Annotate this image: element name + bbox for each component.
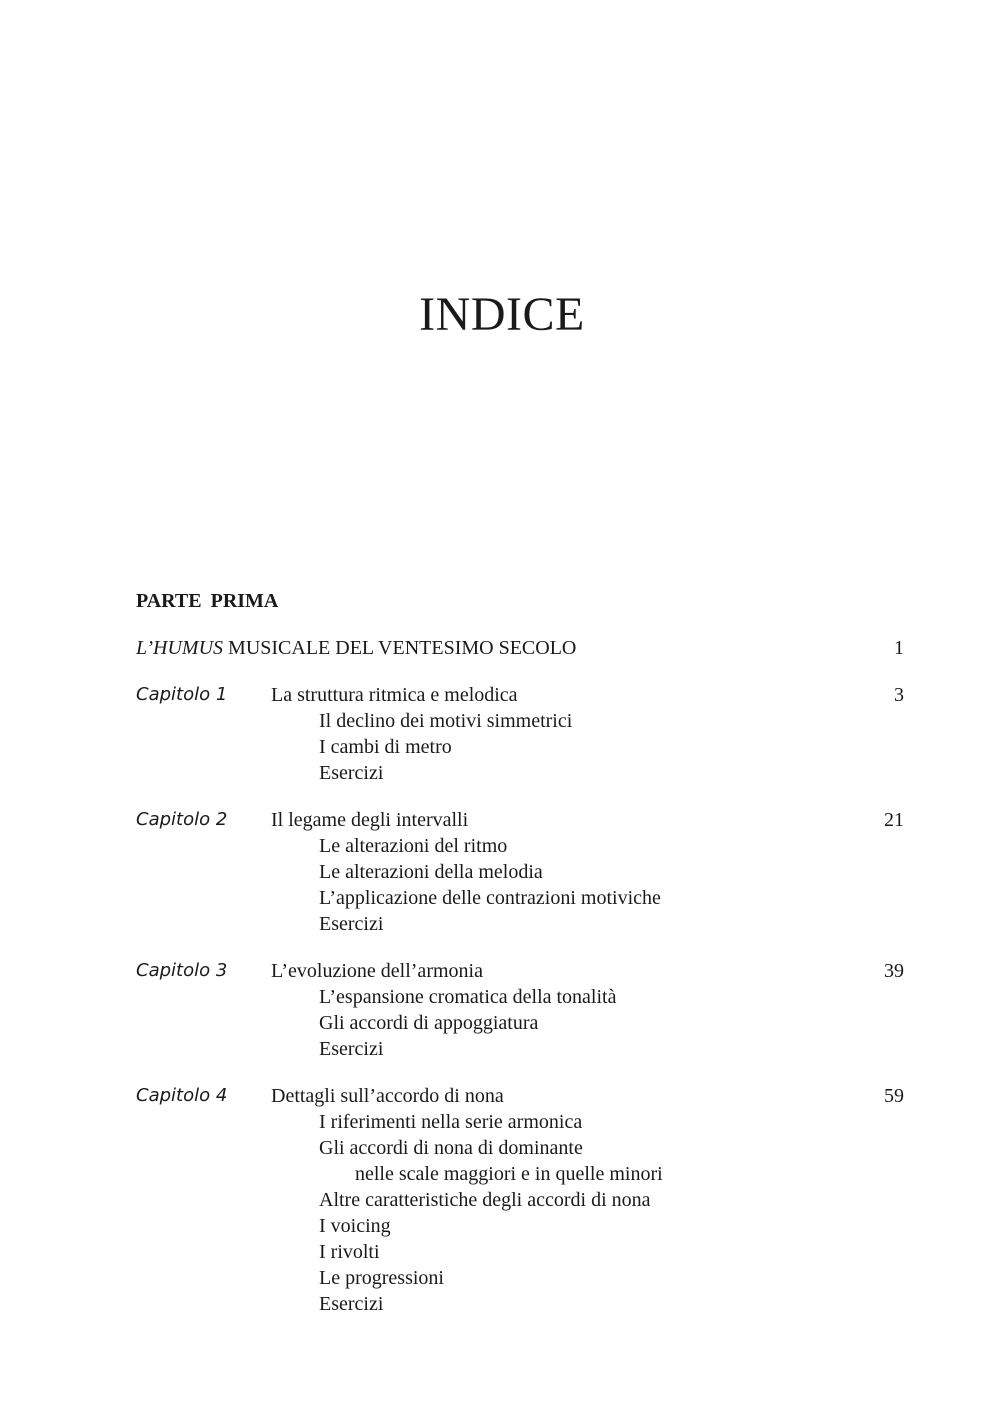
- chapter-4-entry: [0, 1083, 1004, 1109]
- section-entry: [0, 1265, 1004, 1291]
- section-entry: [0, 734, 1004, 760]
- section-title: Le alterazioni della melodia: [319, 861, 543, 883]
- part-title: [136, 635, 576, 661]
- part-page-number: 1: [894, 637, 904, 659]
- chapter-label: Capitolo 1: [136, 684, 228, 705]
- chapter-title: L’evoluzione dell’armonia: [271, 960, 483, 982]
- section-entry: [0, 1109, 1004, 1135]
- chapter-page-number: 59: [884, 1085, 904, 1107]
- section-entry-continuation: [0, 1161, 1004, 1187]
- chapter-page-number: 21: [884, 809, 904, 831]
- section-title-continuation: nelle scale maggiori e in quelle minori: [355, 1163, 663, 1185]
- section-title: Altre caratteristiche degli accordi di nona: [319, 1189, 651, 1211]
- section-entry: [0, 708, 1004, 734]
- chapter-label: Capitolo 2: [136, 809, 228, 830]
- section-entry: [0, 1036, 1004, 1062]
- section-entry: [0, 1291, 1004, 1317]
- section-entry: [0, 1135, 1004, 1161]
- part-title-italic: L’HUMUS: [136, 637, 224, 659]
- chapter-title: Il legame degli intervalli: [271, 809, 469, 831]
- section-title: L’applicazione delle contrazioni motiviche: [319, 887, 661, 909]
- section-title: Il declino dei motivi simmetrici: [319, 710, 573, 732]
- section-title: L’espansione cromatica della tonalità: [319, 986, 617, 1008]
- section-title: Esercizi: [319, 1038, 384, 1060]
- section-title: Le alterazioni del ritmo: [319, 835, 508, 857]
- section-title: I voicing: [319, 1215, 391, 1237]
- section-title: Gli accordi di appoggiatura: [319, 1012, 539, 1034]
- section-entry: [0, 1213, 1004, 1239]
- section-title: I rivolti: [319, 1241, 380, 1263]
- section-title: I riferimenti nella serie armonica: [319, 1111, 583, 1133]
- chapter-title: Dettagli sull’accordo di nona: [271, 1085, 504, 1107]
- section-title: Esercizi: [319, 913, 384, 935]
- chapter-title: La struttura ritmica e melodica: [271, 684, 518, 706]
- part-entry: [0, 635, 1004, 661]
- section-entry: [0, 885, 1004, 911]
- section-title: Esercizi: [319, 762, 384, 784]
- section-entry: [0, 911, 1004, 937]
- section-entry: [0, 859, 1004, 885]
- chapter-1-entry: [0, 682, 1004, 708]
- part-label: PARTE PRIMA: [136, 590, 279, 612]
- section-entry: [0, 984, 1004, 1010]
- section-entry: [0, 833, 1004, 859]
- chapter-label: Capitolo 3: [136, 960, 228, 981]
- section-entry: [0, 1239, 1004, 1265]
- page-title: INDICE: [419, 288, 585, 341]
- chapter-2-entry: [0, 807, 1004, 833]
- section-entry: [0, 1010, 1004, 1036]
- section-title: Le progressioni: [319, 1267, 444, 1289]
- section-title: I cambi di metro: [319, 736, 452, 758]
- chapter-page-number: 39: [884, 960, 904, 982]
- chapter-3-entry: [0, 958, 1004, 984]
- part-title-rest: MUSICALE DEL VENTESIMO SECOLO: [223, 637, 577, 659]
- section-entry: [0, 760, 1004, 786]
- section-title: Esercizi: [319, 1293, 384, 1315]
- section-title: Gli accordi di nona di dominante: [319, 1137, 583, 1159]
- chapter-page-number: 3: [894, 684, 904, 706]
- section-entry: [0, 1187, 1004, 1213]
- chapter-label: Capitolo 4: [136, 1085, 228, 1106]
